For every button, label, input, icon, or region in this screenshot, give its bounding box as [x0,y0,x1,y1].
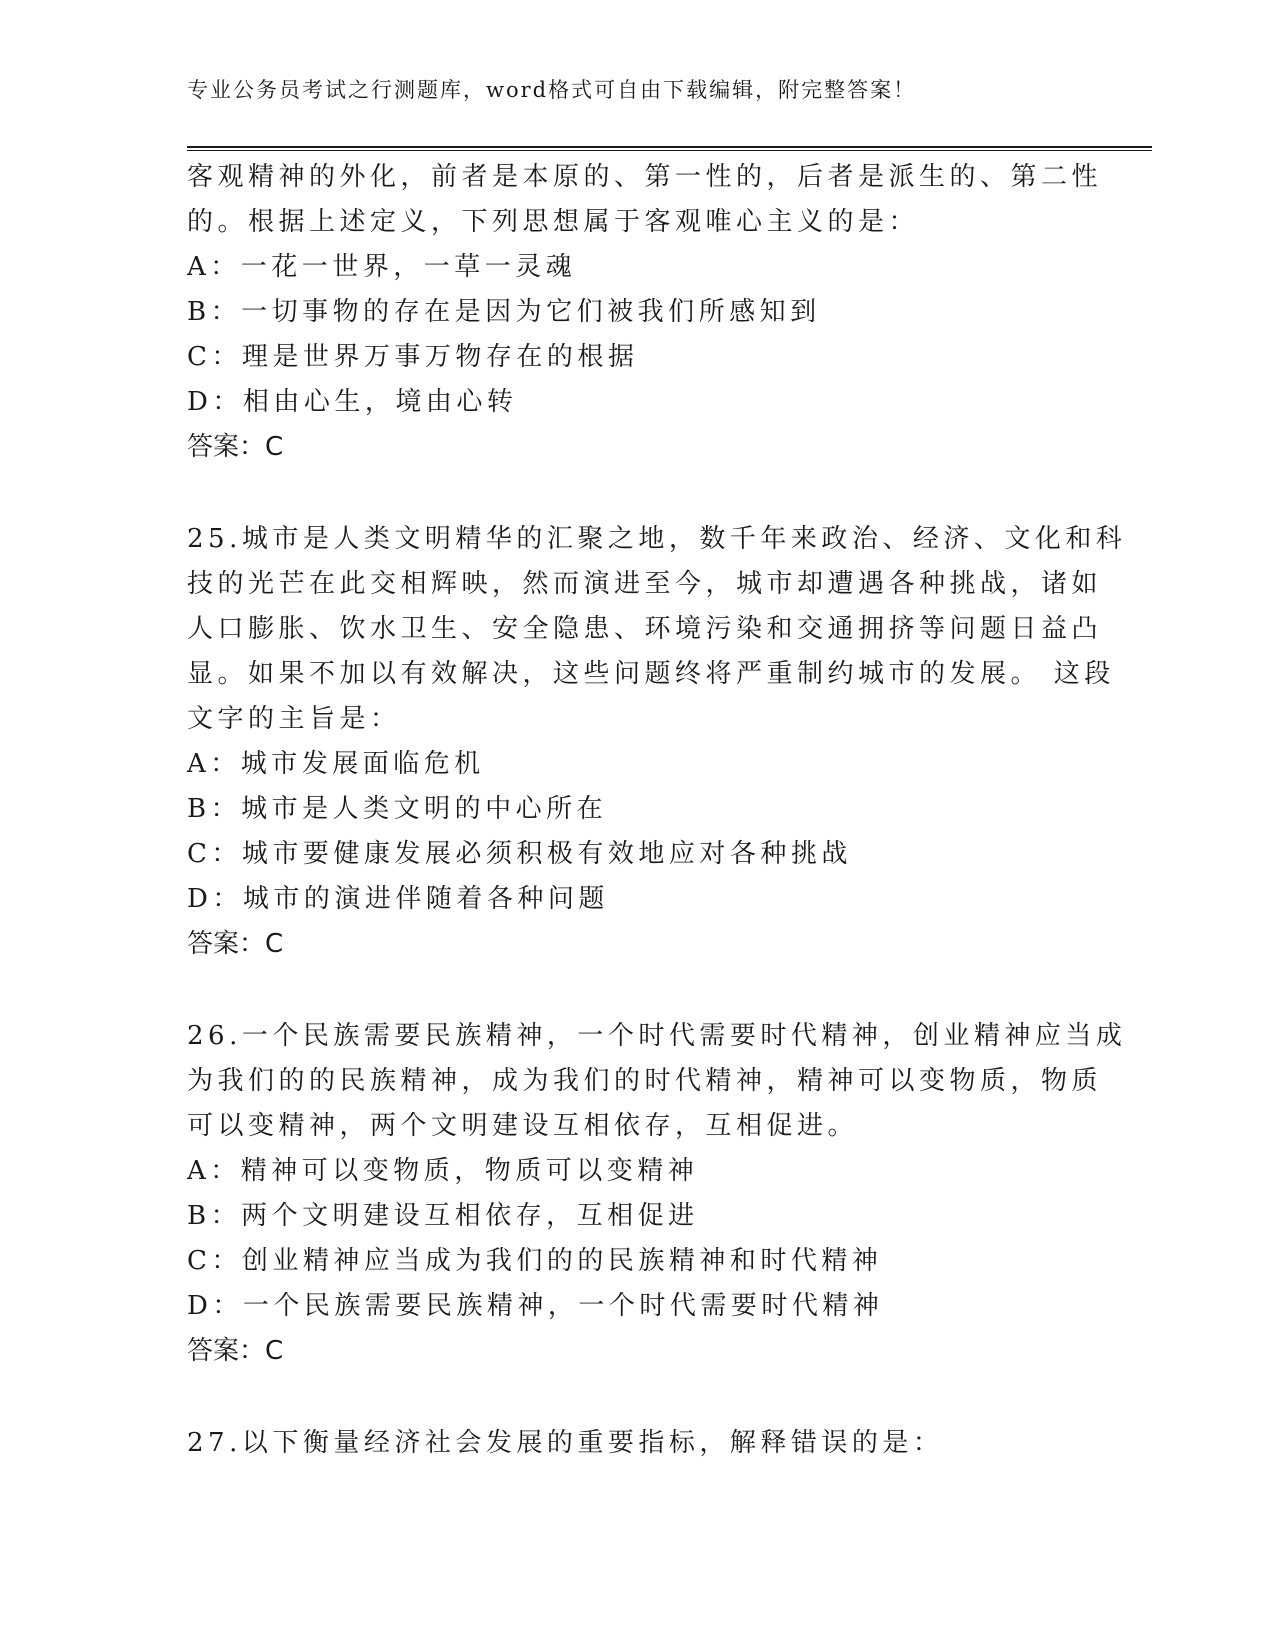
question-stem-line: 的。根据上述定义，下列思想属于客观唯心主义的是： [187,207,920,237]
question-stem-line: 为我们的的民族精神，成为我们的时代精神，精神可以变物质，物质 [187,1066,1103,1096]
option-a: A：精神可以变物质，物质可以变精神 [187,1156,699,1186]
question-stem-line: 技的光芒在此交相辉映，然而演进至今，城市却遭遇各种挑战，诸如 [187,569,1103,599]
question-stem-line: 文字的主旨是： [187,704,401,734]
question-24-block [187,155,1103,470]
question-stem-line: 27.以下衡量经济社会发展的重要指标，解释错误的是： [187,1428,944,1458]
option-d: D：城市的演进伴随着各种问题 [187,884,609,914]
option-d: D：相由心生，境由心转 [187,387,518,417]
question-stem-line: 显。如果不加以有效解决，这些问题终将严重制约城市的发展。 这段 [187,659,1115,689]
question-27-block [187,1421,1087,1466]
option-b: B：两个文明建设互相依存，互相促进 [187,1201,699,1231]
question-stem-line: 客观精神的外化，前者是本原的、第一性的，后者是派生的、第二性 [187,162,1103,192]
answer-line: 答案：C [187,929,284,959]
spacer [187,1374,1087,1421]
question-25-block [187,517,1127,967]
option-a: A：一花一世界，一草一灵魂 [187,252,577,282]
question-stem-line: 可以变精神，两个文明建设互相依存，互相促进。 [187,1111,859,1141]
option-b: B：一切事物的存在是因为它们被我们所感知到 [187,297,821,327]
question-stem-line: 25.城市是人类文明精华的汇聚之地，数千年来政治、经济、文化和科 [187,524,1127,554]
option-d: D：一个民族需要民族精神，一个时代需要时代精神 [187,1291,884,1321]
question-26-block [187,1014,1127,1374]
option-a: A：城市发展面临危机 [187,749,485,779]
option-c: C：理是世界万事万物存在的根据 [187,342,639,372]
spacer [187,470,1087,517]
option-c: C：创业精神应当成为我们的的民族精神和时代精神 [187,1246,883,1276]
question-stem-line: 人口膨胀、饮水卫生、安全隐患、环境污染和交通拥挤等问题日益凸 [187,614,1103,644]
spacer [187,967,1087,1014]
answer-line: 答案：C [187,1336,284,1366]
document-body [187,155,1127,1466]
option-c: C：城市要健康发展必须积极有效地应对各种挑战 [187,839,852,869]
answer-line: 答案：C [187,432,284,462]
header-divider [187,146,1152,151]
page-header: 专业公务员考试之行测题库，word格式可自由下载编辑，附完整答案！ [187,78,917,102]
option-b: B：城市是人类文明的中心所在 [187,794,608,824]
question-stem-line: 26.一个民族需要民族精神，一个时代需要时代精神，创业精神应当成 [187,1021,1127,1051]
